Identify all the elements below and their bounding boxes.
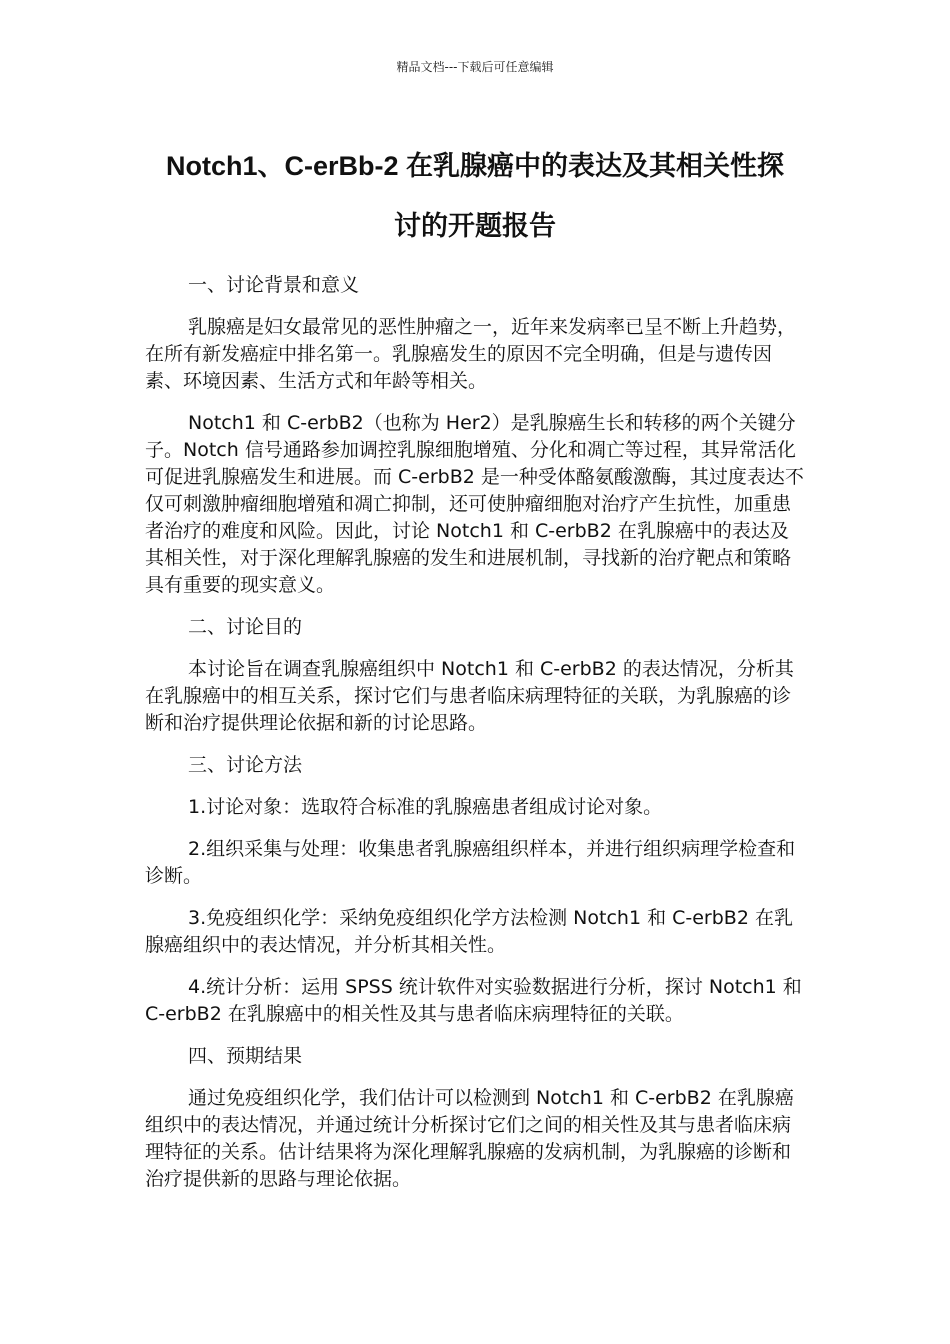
paragraph-results: 通过免疫组织化学，我们估计可以检测到 Notch1 和 C-erbB2 在乳腺癌组织中的表达情况，并通过统计分析探讨它们之间的相关性及其与患者临床病理特征的关系。估计结果将为深化理解乳腺癌的发病机制，为乳腺癌的诊断和治疗提供新的思路与理论依据。 xyxy=(145,1087,794,1190)
method-item-3: 3.免疫组织化学：采纳免疫组织化学方法检测 Notch1 和 C-erbB2 在乳腺癌组织中的表达情况，并分析其相关性。 xyxy=(145,907,793,956)
paragraph-background-2: Notch1 和 C-erbB2（也称为 Her2）是乳腺癌生长和转移的两个关键分子。Notch 信号通路参加调控乳腺细胞增殖、分化和凋亡等过程，其异常活化可促进乳腺癌发生和进展。而 C-erbB2 是一种受体酪氨酸激酶，其过度表达不仅可刺激肿瘤细胞增殖和凋亡抑制，还可使肿瘤细胞对治疗产生抗性，加重患者治疗的难度和风险。因此，讨论 Notch1 和 C-erbB2 在乳腺癌中的表达及其相关性，对于深化理解乳腺癌的发生和进展机制，寻找新的治疗靶点和策略具有重要的现实意义。 xyxy=(145,412,804,596)
paragraph-purpose: 本讨论旨在调查乳腺癌组织中 Notch1 和 C-erbB2 的表达情况，分析其在乳腺癌中的相互关系，探讨它们与患者临床病理特征的关联，为乳腺癌的诊断和治疗提供理论依据和新的讨论思路。 xyxy=(145,658,794,734)
section-heading-background: 一、讨论背景和意义 xyxy=(188,274,360,296)
title-line-2: 讨的开题报告 xyxy=(394,211,556,241)
document-title xyxy=(140,136,810,256)
method-item-4: 4.统计分析：运用 SPSS 统计软件对实验数据进行分析，探讨 Notch1 和 C-erbB2 在乳腺癌中的相关性及其与患者临床病理特征的关联。 xyxy=(145,976,802,1025)
header-note: 精品文档---下载后可任意编辑 xyxy=(396,60,554,74)
method-item-2: 2.组织采集与处理：收集患者乳腺癌组织样本，并进行组织病理学检查和诊断。 xyxy=(145,838,796,887)
method-item-1: 1.讨论对象：选取符合标准的乳腺癌患者组成讨论对象。 xyxy=(188,796,663,818)
paragraph-background-1: 乳腺癌是妇女最常见的恶性肿瘤之一，近年来发病率已呈不断上升趋势，在所有新发癌症中排名第一。乳腺癌发生的原因不完全明确，但是与遗传因素、环境因素、生活方式和年龄等相关。 xyxy=(145,316,797,392)
section-heading-methods: 三、讨论方法 xyxy=(188,754,303,776)
section-heading-purpose: 二、讨论目的 xyxy=(188,616,303,638)
section-heading-results: 四、预期结果 xyxy=(188,1045,303,1067)
title-line-1: Notch1、C-erBb-2 在乳腺癌中的表达及其相关性探 xyxy=(165,151,785,181)
document-body xyxy=(145,272,805,1208)
